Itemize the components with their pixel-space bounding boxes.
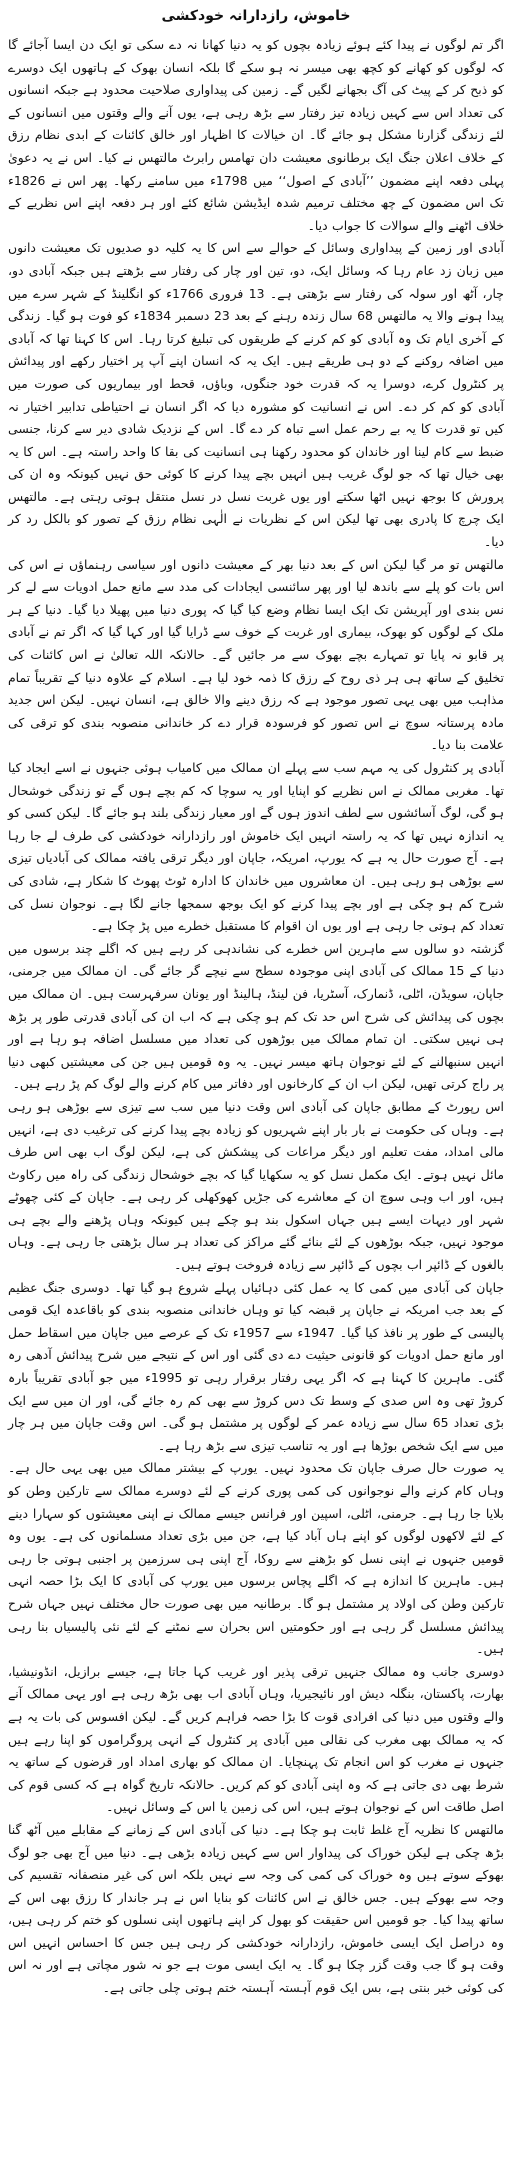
article-paragraph: مالتھس تو مر گیا لیکن اس کے بعد دنیا بھر کے معیشت دانوں اور سیاسی رہنماؤں نے اس کی اس بات کو پلے سے باندھ لیا اور پھر سائنسی ایجادات کی مدد سے مانع حمل ادویات سے لے کر نس بندی اور آپریشن تک ایک ایسا نظام وضع کیا گیا کہ پوری دنیا میں پھیلا دیا گیا۔ دنیا کے ہر ملک کے لوگوں کو بھوک، بیماری اور غربت کے خوف سے ڈرایا گیا اور کہا گیا کہ اگر تم نے آبادی پر قابو نہ پایا تو تمہارے بچے بھوک سے مر جائیں گے۔ حالانکہ اللہ تعالیٰ نے اس کائنات کی تخلیق کے ساتھ ہی ہر ذی روح کے رزق کا ذمہ خود لیا ہے۔ اسلام کے علاوہ دنیا کے تقریباً تمام مذاہب میں بھی یہی تصور موجود ہے کہ رزق دینے والا خالق ہے، انسان نہیں۔ لیکن اس جدید مادہ پرستانہ سوچ نے اس تصور کو فرسودہ قرار دے کر خاندانی منصوبہ بندی کو ترقی کی علامت بنا دیا۔ <box>8 556 504 753</box>
article-paragraph: دوسری جانب وہ ممالک جنہیں ترقی پذیر اور غریب کہا جاتا ہے، جیسے برازیل، انڈونیشیا، بھارت، پاکستان، بنگلہ دیش اور نائیجیریا، وہاں آبادی اب بھی بڑھ رہی ہے اور یہی ممالک آنے والے وقتوں میں دنیا کی افرادی قوت کا بڑا حصہ فراہم کریں گے۔ لیکن افسوس کی بات یہ ہے کہ یہ ممالک بھی مغرب کی نقالی میں آبادی پر کنٹرول کے انہی پروگراموں کو اپنا رہے ہیں جنہوں نے مغرب کو اس انجام تک پہنچایا۔ ان ممالک کو بھاری امداد اور قرضوں کے ساتھ یہ شرط بھی دی جاتی ہے کہ وہ اپنی آبادی کو کم کریں۔ حالانکہ تاریخ گواہ ہے کہ کسی قوم کی اصل طاقت اس کے نوجوان ہوتے ہیں، اس کی زمین یا اس کے وسائل نہیں۔ <box>8 1663 504 1815</box>
article-paragraph: جاپان کی آبادی میں کمی کا یہ عمل کئی دہائیاں پہلے شروع ہو گیا تھا۔ دوسری جنگ عظیم کے بعد جب امریکہ نے جاپان پر قبضہ کیا تو وہاں خاندانی منصوبہ بندی کو باقاعدہ ایک قومی پالیسی کے طور پر نافذ کیا گیا۔ 1947ء سے 1957ء تک کے عرصے میں جاپان میں اسقاط حمل اور مانع حمل ادویات کو قانونی حیثیت دے دی گئی اور اس کے نتیجے میں شرح پیدائش آدھی رہ گئی۔ ماہرین کا کہنا ہے کہ اگر یہی رفتار برقرار رہی تو 1995ء میں جو آبادی تقریباً بارہ کروڑ تھی وہ اس صدی کے وسط تک دس کروڑ سے بھی کم رہ جائے گی، اور ان میں سے ایک بڑی تعداد 65 سال سے زیادہ عمر کے لوگوں پر مشتمل ہو گی۔ اس وقت جاپان میں ہر چار میں سے ایک شخص بوڑھا ہے اور یہ تناسب تیزی سے بڑھ رہا ہے۔ <box>8 1279 504 1453</box>
article-body <box>8 34 504 2000</box>
article-paragraph: آبادی اور زمین کے پیداواری وسائل کے حوالے سے اس کا یہ کلیہ دو صدیوں تک معیشت دانوں میں زبان زد عام رہا کہ وسائل ایک، دو، تین اور چار کی رفتار سے بڑھتے ہیں جبکہ آبادی دو، چار، آٹھ اور سولہ کی رفتار سے بڑھتی ہے۔ 13 فروری 1766ء کو انگلینڈ کے شہر سرے میں پیدا ہونے والا یہ مالتھس 68 سال زندہ رہنے کے بعد 23 دسمبر 1834ء کو فوت ہو گیا۔ زندگی کے آخری ایام تک وہ آبادی کو کم کرنے کے طریقوں کی تبلیغ کرتا رہا۔ اس کا کہنا تھا کہ آبادی میں اضافہ روکنے کے دو ہی طریقے ہیں۔ ایک یہ کہ انسان اپنے آپ پر اختیار رکھے اور پیدائش پر کنٹرول کرے، دوسرا یہ کہ قدرت خود جنگوں، وباؤں، قحط اور بیماریوں کی صورت میں آبادی کو کم کر دے۔ اس نے انسانیت کو مشورہ دیا کہ اگر انسان نے احتیاطی تدابیر اختیار نہ کیں تو قدرت کا یہ بے رحم عمل اسے تباہ کر دے گا۔ اس کے نزدیک شادی دیر سے کرنا، جنسی ضبط سے کام لینا اور خاندان کو محدود رکھنا ہی انسانیت کی بقا کا واحد راستہ ہے۔ اس کا یہ بھی خیال تھا کہ جو لوگ غریب ہیں انہیں بچے پیدا کرنے کا کوئی حق نہیں کیونکہ وہ ان کی پرورش کا بوجھ نہیں اٹھا سکتے اور یوں غربت نسل در نسل منتقل ہوتی رہتی ہے۔ مالتھس ایک چرچ کا پادری بھی تھا لیکن اس کے نظریات نے الٰہی نظام رزق کے تصور کو بالکل رد کر دیا۔ <box>8 240 504 550</box>
article-paragraph: مالتھس کا نظریہ آج غلط ثابت ہو چکا ہے۔ دنیا کی آبادی اس کے زمانے کے مقابلے میں آٹھ گنا بڑھ چکی ہے لیکن خوراک کی پیداوار اس سے کہیں زیادہ بڑھی ہے۔ دنیا میں آج بھی جو لوگ بھوکے سوتے ہیں وہ خوراک کی کمی کی وجہ سے نہیں بلکہ اس کی غیر منصفانہ تقسیم کی وجہ سے بھوکے ہیں۔ جس خالق نے اس کائنات کو بنایا اس نے ہر جاندار کا رزق بھی اس کے ساتھ پیدا کیا۔ جو قومیں اس حقیقت کو بھول کر اپنے ہاتھوں اپنی نسلوں کو ختم کر رہی ہیں، وہ دراصل ایک ایسی خاموش، رازدارانہ خودکشی کر رہی ہیں جس کا احساس انہیں اس وقت ہو گا جب وقت گزر چکا ہو گا۔ یہ ایک ایسی موت ہے جو نہ شور مچاتی ہے اور نہ اس کی کوئی خبر بنتی ہے، بس ایک قوم آہستہ آہستہ ختم ہوتی چلی جاتی ہے۔ <box>8 1821 504 1996</box>
article-paragraph: آبادی پر کنٹرول کی یہ مہم سب سے پہلے ان ممالک میں کامیاب ہوئی جنہوں نے اسے ایجاد کیا تھا۔ مغربی ممالک نے اس نظریے کو اپنایا اور یہ سوچا کہ کم بچے ہوں گے تو زندگی خوشحال ہو گی، لوگ آسائشوں سے لطف اندوز ہوں گے اور معیار زندگی بلند ہو جائے گا۔ لیکن کسی کو یہ اندازہ نہیں تھا کہ یہ راستہ انہیں ایک خاموش اور رازدارانہ خودکشی کی طرف لے جا رہا ہے۔ آج صورت حال یہ ہے کہ یورپ، امریکہ، جاپان اور دیگر ترقی یافتہ ممالک کی آبادیاں تیزی سے بوڑھی ہو رہی ہیں۔ ان معاشروں میں خاندان کا ادارہ ٹوٹ پھوٹ کا شکار ہے، شادی کی شرح کم ہو چکی ہے اور بچے پیدا کرنے کو ایک بوجھ سمجھا جانے لگا ہے۔ نوجوان نسل کی تعداد کم ہوتی جا رہی ہے اور یوں ان اقوام کا مستقبل خطرے میں پڑ چکا ہے۔ <box>8 760 504 934</box>
article-paragraph: گزشتہ دو سالوں سے ماہرین اس خطرے کی نشاندہی کر رہے ہیں کہ اگلے چند برسوں میں دنیا کے 15 ممالک کی آبادی اپنی موجودہ سطح سے نیچے گر جائے گی۔ ان ممالک میں جرمنی، جاپان، سویڈن، اٹلی، ڈنمارک، آسٹریا، فن لینڈ، ہالینڈ اور یونان سرفہرست ہیں۔ ان ممالک میں بچوں کی پیدائش کی شرح اس حد تک کم ہو چکی ہے کہ اب ان کی آبادی قدرتی طور پر بڑھ ہی نہیں سکتی۔ ان تمام ممالک میں بوڑھوں کی تعداد میں مسلسل اضافہ ہو رہا ہے اور انہیں سنبھالنے کے لئے نوجوان ہاتھ میسر نہیں۔ یہ وہ قومیں ہیں جن کی معیشتیں کبھی دنیا پر راج کرتی تھیں، لیکن اب ان کے کارخانوں اور دفاتر میں کام کرنے والے لوگ کم پڑ رہے ہیں۔ <box>8 940 504 1092</box>
article-title: خاموش، رازدارانہ خودکشی <box>161 8 351 24</box>
article-paragraph: یہ صورت حال صرف جاپان تک محدود نہیں۔ یورپ کے بیشتر ممالک میں بھی یہی حال ہے۔ وہاں کام کرنے والے نوجوانوں کی کمی پوری کرنے کے لئے دوسرے ممالک سے تارکین وطن کو بلایا جا رہا ہے۔ جرمنی، اٹلی، اسپین اور فرانس جیسے ممالک نے اپنی معیشتوں کو سہارا دینے کے لئے لاکھوں لوگوں کو اپنے ہاں آباد کیا ہے، جن میں بڑی تعداد مسلمانوں کی ہے۔ یوں وہ قومیں جنہوں نے اپنی نسل کو بڑھنے سے روکا، آج اپنی ہی سرزمین پر اجنبی ہوتی جا رہی ہیں۔ ماہرین کا اندازہ ہے کہ اگلے پچاس برسوں میں یورپ کی آبادی کا ایک بڑا حصہ انہی تارکین وطن کی اولاد پر مشتمل ہو گا۔ برطانیہ میں بھی صورت حال مختلف نہیں جہاں شرح پیدائش مسلسل گر رہی ہے اور حکومتیں اس بحران سے نمٹنے کے لئے نئی پالیسیاں بنا رہی ہیں۔ <box>8 1460 504 1657</box>
article-paragraph: اس رپورٹ کے مطابق جاپان کی آبادی اس وقت دنیا میں سب سے تیزی سے بوڑھی ہو رہی ہے۔ وہاں کی حکومت نے بار بار اپنے شہریوں کو زیادہ بچے پیدا کرنے کی ترغیب دی ہے، انہیں مالی امداد، مفت تعلیم اور دیگر مراعات کی پیشکش کی ہے، لیکن لوگ اب بھی اس طرف مائل نہیں ہوتے۔ ایک مکمل نسل کو یہ سکھایا گیا کہ بچے خوشحال زندگی کی راہ میں رکاوٹ ہیں، اور اب وہی سوچ ان کے معاشرے کی جڑیں کھوکھلی کر رہی ہے۔ جاپان کے کئی چھوٹے شہر اور دیہات ایسے ہیں جہاں اسکول بند ہو چکے ہیں کیونکہ وہاں پڑھنے والے بچے ہی موجود نہیں، جبکہ بوڑھوں کے لئے بنائے گئے مراکز کی تعداد ہر سال بڑھتی جا رہی ہے۔ وہاں بالغوں کے ڈائپر اب بچوں کے ڈائپر سے زیادہ فروخت ہوتے ہیں۔ <box>8 1098 504 1273</box>
article-paragraph: اگر تم لوگوں نے پیدا کئے ہوئے زیادہ بچوں کو یہ دنیا کھانا نہ دے سکی تو ایک دن ایسا آجائے گا کہ لوگوں کو کھانے کو کچھ بھی میسر نہ ہو سکے گا بلکہ انسان بھوک کے ہاتھوں ایک دوسرے کو ذبح کر کے پیٹ کی آگ بجھانے لگیں گے۔ زمین کی پیداواری صلاحیت محدود ہے جبکہ انسانوں کی تعداد اس سے کہیں زیادہ تیز رفتار سے بڑھ رہی ہے، یوں آنے والے وقتوں میں انسانوں کے لئے زندگی گزارنا مشکل ہو جائے گا۔ ان خیالات کا اظہار اور خالق کائنات کے ابدی نظام رزق کے خلاف اعلان جنگ ایک برطانوی معیشت دان تھامس رابرٹ مالتھس نے کیا۔ اس نے یہ دعویٰ پہلی دفعہ اپنے مضمون ’’آبادی کے اصول‘‘ میں 1798ء میں سامنے رکھا۔ پھر اس نے 1826ء تک اس مضمون کے چھ مختلف ترمیم شدہ ایڈیشن شائع کئے اور ہر دفعہ اپنے اس نظریے کے خلاف اٹھنے والے سوالات کا جواب دیا۔ <box>8 37 505 233</box>
